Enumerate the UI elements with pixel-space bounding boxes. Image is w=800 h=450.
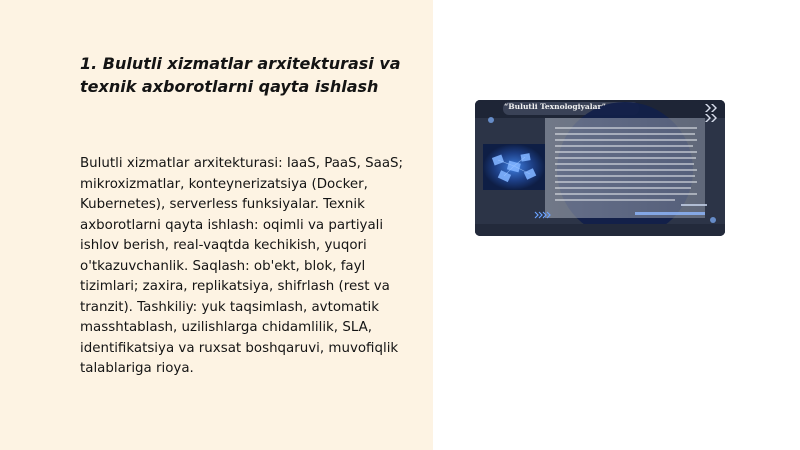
cloud-technology-image	[475, 100, 725, 236]
slide-body-text: Bulutli xizmatlar arxitekturasi: IaaS, PaaS, SaaS; mikroxizmatlar, konteynerizatsiya (Docker, Kubernetes), serverless funksiyalar. Texnik axborotlarni qayta ishlash: oqimli va partiyali ishlov berish, real-vaqtda kechikish, yuqori o'tkazuvchanlik. Saqlash: ob'ekt, blok, fayl tizimlari; zaxira, replikatsiya, shifrlash (rest va tranzit). Tashkiliy: yuk taqsimlash, avtomatik masshtablash, uzilishlarga chidamlilik, SLA, identifikatsiya va ruxsat boshqaruvi, muvofiqlik talablariga rioya.	[80, 156, 404, 376]
slide-title: 1. Bulutli xizmatlar arxitekturasi va texnik axborotlarni qayta ishlash	[80, 54, 401, 96]
image-caption: “Bulutli Texnologiyalar”	[503, 102, 606, 111]
cloud-illustration	[475, 100, 725, 236]
